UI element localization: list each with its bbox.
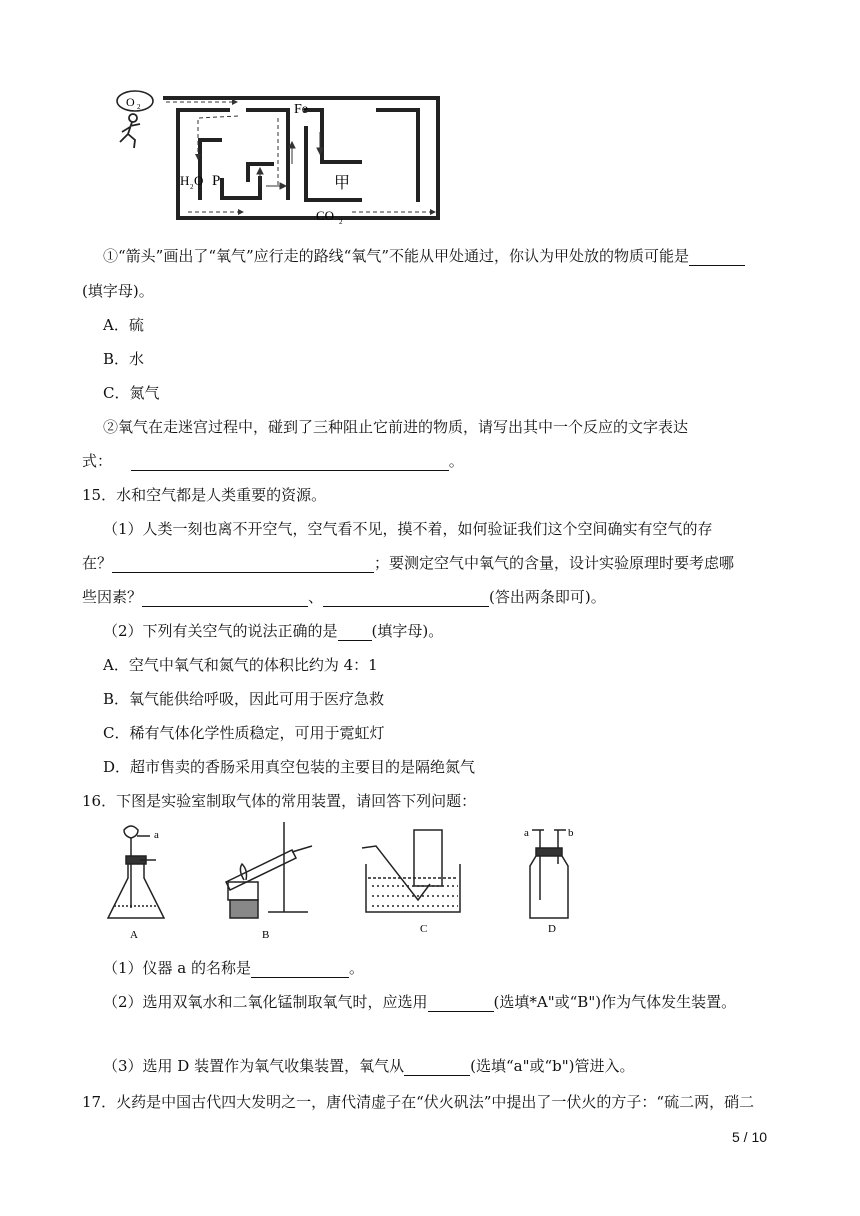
answer-blank[interactable]: [404, 1059, 470, 1076]
apparatus-b: [226, 822, 312, 918]
q14-part2: ②氧气在走迷宫过程中，碰到了三种阻止它前进的物质，请写出其中一个反应的文字表达: [103, 418, 689, 436]
q14-option-c: C．氮气: [103, 384, 160, 402]
q15-title: 15．水和空气都是人类重要的资源。: [82, 486, 327, 504]
o2-sub: 2: [137, 103, 141, 111]
q16-title: 16．下图是实验室制取气体的常用装置，请回答下列问题：: [82, 792, 477, 810]
apparatus-d: [530, 830, 568, 918]
q16-sub3: （3）选用 D 装置作为氧气收集装置，氧气从 (选填“a"或“b")管进入。: [103, 1057, 635, 1075]
p-label: P: [212, 173, 221, 189]
q14-option-a: A．硫: [103, 316, 144, 334]
q17-text: 17．火药是中国古代四大发明之一，唐代清虚子在“伏火矾法”中提出了一伏火的方子：“硫二两，硝二: [82, 1093, 755, 1111]
h2o-sub: 2: [190, 183, 194, 191]
q14-part1: ①“箭头”画出了“氧气”应行走的路线“氧气”不能从甲处通过，你认为甲处放的物质可能是: [103, 246, 745, 266]
caption-b: B: [262, 929, 270, 940]
maze-diagram: [110, 88, 450, 230]
answer-blank[interactable]: [428, 995, 494, 1012]
q16-sub1: （1）仪器 a 的名称是 。: [103, 959, 365, 977]
q14-option-b: B．水: [103, 350, 145, 368]
q15-option-b: B．氧气能供给呼吸，因此可用于医疗急救: [103, 690, 385, 708]
h2o-o: O: [194, 173, 204, 188]
label-a: a: [154, 829, 159, 841]
apparatus-figure: [96, 820, 616, 940]
co2-sub: 2: [339, 218, 343, 226]
caption-d: D: [548, 923, 556, 935]
label-d-a: a: [524, 827, 529, 839]
answer-blank[interactable]: [689, 249, 745, 266]
answer-blank[interactable]: [338, 624, 372, 641]
q15-sub1-line2: 在？ ；要测定空气中氧气的含量，设计实验原理时要考虑哪: [82, 554, 735, 572]
co2-label: CO: [316, 208, 335, 223]
caption-a: A: [130, 929, 138, 940]
runner-icon: [120, 114, 140, 148]
q15-option-a: A．空气中氧气和氮气的体积比约为 4：1: [103, 656, 378, 674]
answer-blank[interactable]: [251, 961, 349, 978]
q15-sub1-line1: （1）人类一刻也离不开空气，空气看不见，摸不着，如何验证我们这个空间确实有空气的存: [103, 520, 713, 538]
answer-blank[interactable]: [112, 556, 374, 573]
q15-option-c: C．稀有气体化学性质稳定，可用于霓虹灯: [103, 724, 385, 742]
q15-sub2: （2）下列有关空气的说法正确的是 (填字母)。: [103, 622, 444, 640]
q16-sub2: （2）选用双氧水和二氧化锰制取氧气时，应选用 (选填*A"或“B")作为气体发生装置。: [103, 993, 737, 1011]
answer-blank[interactable]: [142, 590, 308, 607]
q14-part1-end: (填字母)。: [82, 282, 154, 300]
page-number: 5 / 10: [732, 1129, 768, 1145]
answer-blank[interactable]: [131, 454, 449, 471]
q15-sub1-line3: 些因素？ 、 (答出两条即可)。: [82, 588, 606, 606]
jia-label: 甲: [334, 175, 351, 192]
caption-c: C: [420, 923, 428, 935]
q14-part2-line2: 式： 。: [82, 452, 464, 470]
q15-option-d: D．超市售卖的香肠采用真空包装的主要目的是隔绝氮气: [103, 758, 476, 776]
o2-text: O: [126, 95, 135, 109]
apparatus-c: [362, 830, 460, 912]
label-d-b: b: [568, 827, 574, 839]
fe-label: Fe: [294, 102, 308, 117]
h2o-h: H: [180, 173, 190, 188]
answer-blank[interactable]: [323, 590, 489, 607]
